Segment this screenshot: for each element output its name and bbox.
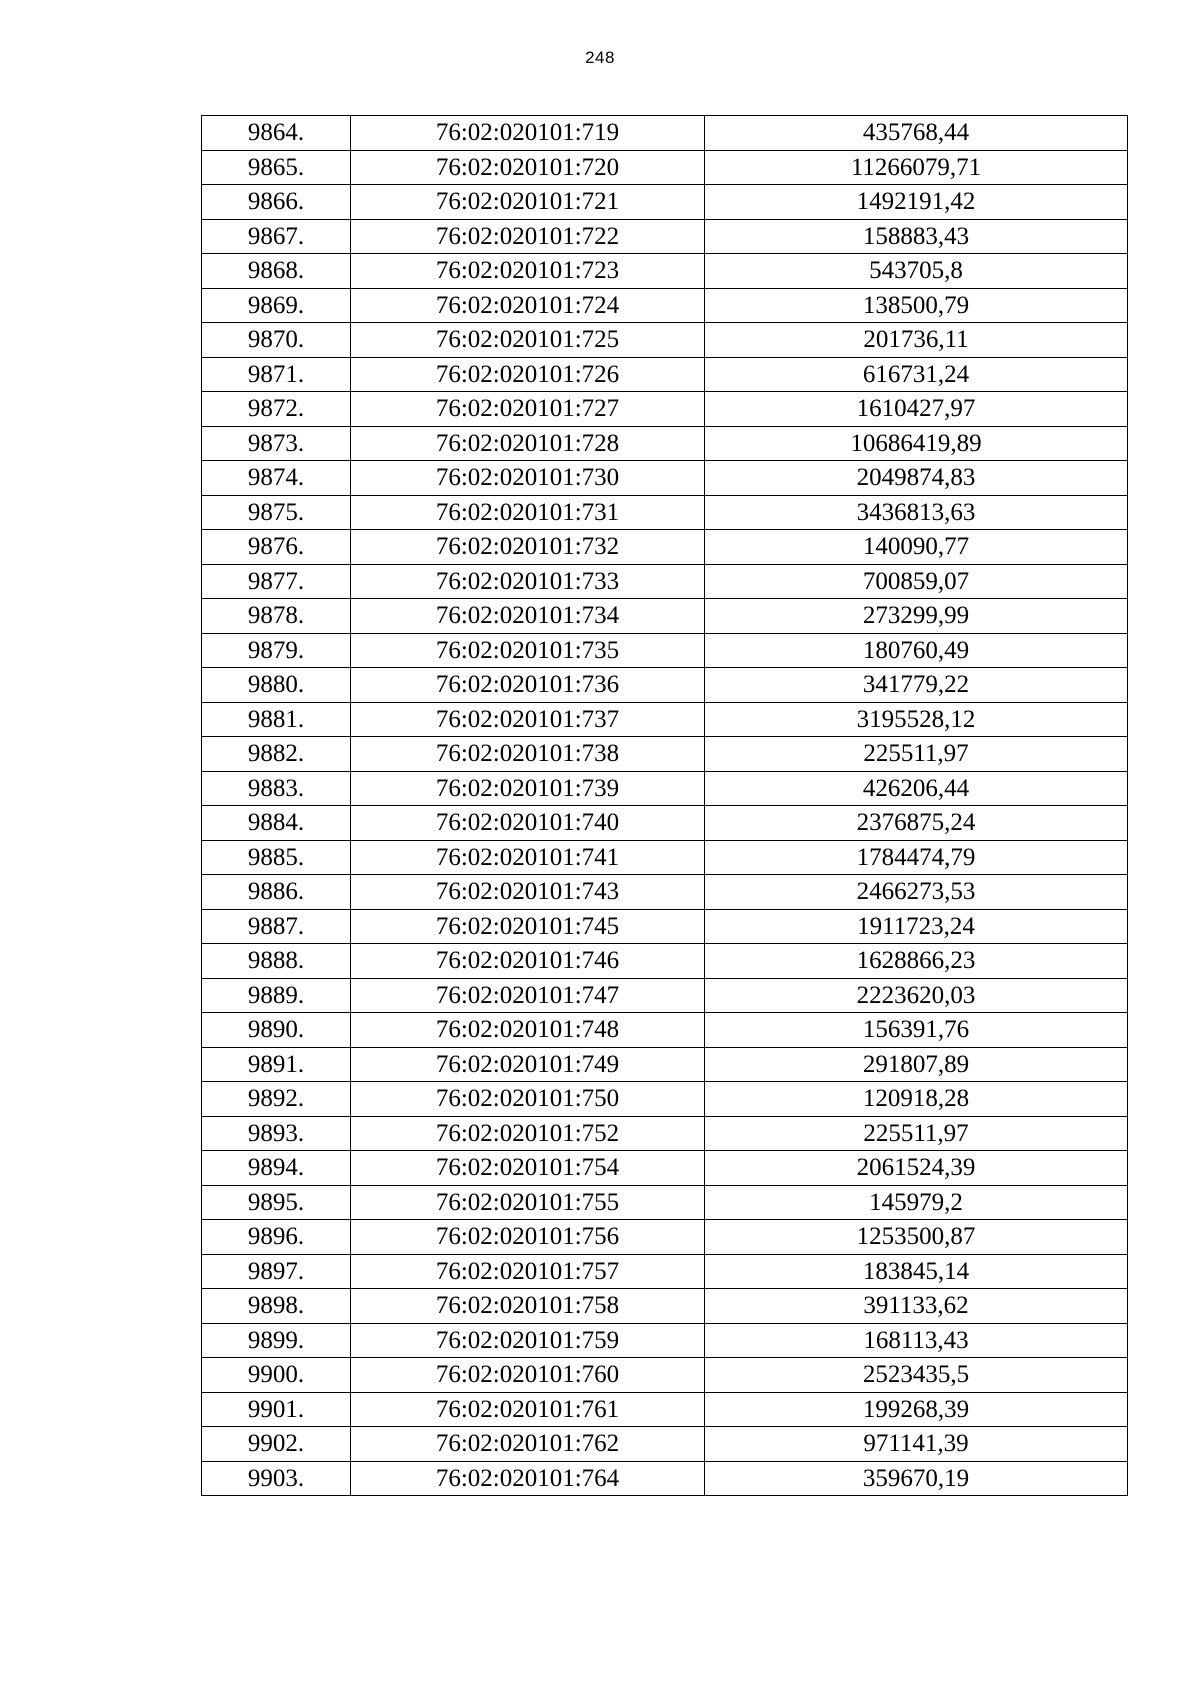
table-row bbox=[202, 392, 1128, 427]
row-number-cell: 9893. bbox=[202, 1116, 351, 1151]
row-number-cell: 9873. bbox=[202, 426, 351, 461]
table-row bbox=[202, 1461, 1128, 1496]
cadastral-number-cell: 76:02:020101:719 bbox=[351, 116, 705, 151]
table-row bbox=[202, 1289, 1128, 1324]
table-row bbox=[202, 530, 1128, 565]
row-number-cell: 9884. bbox=[202, 806, 351, 841]
row-number-cell: 9876. bbox=[202, 530, 351, 565]
cadastral-number-cell: 76:02:020101:745 bbox=[351, 909, 705, 944]
table-row bbox=[202, 978, 1128, 1013]
row-number-cell: 9867. bbox=[202, 219, 351, 254]
table-row bbox=[202, 185, 1128, 220]
cadastral-number-cell: 76:02:020101:740 bbox=[351, 806, 705, 841]
cadastral-number-cell: 76:02:020101:730 bbox=[351, 461, 705, 496]
table-row bbox=[202, 564, 1128, 599]
cadastral-number-cell: 76:02:020101:747 bbox=[351, 978, 705, 1013]
cadastral-number-cell: 76:02:020101:725 bbox=[351, 323, 705, 358]
cadastral-number-cell: 76:02:020101:735 bbox=[351, 633, 705, 668]
cadastral-number-cell: 76:02:020101:722 bbox=[351, 219, 705, 254]
table-row bbox=[202, 1047, 1128, 1082]
row-number-cell: 9869. bbox=[202, 288, 351, 323]
cadastral-value-cell: 2061524,39 bbox=[705, 1151, 1128, 1186]
row-number-cell: 9892. bbox=[202, 1082, 351, 1117]
cadastral-number-cell: 76:02:020101:756 bbox=[351, 1220, 705, 1255]
table-row bbox=[202, 909, 1128, 944]
cadastral-value-cell: 1492191,42 bbox=[705, 185, 1128, 220]
table-row bbox=[202, 288, 1128, 323]
page-number: 248 bbox=[585, 48, 615, 67]
table-row bbox=[202, 150, 1128, 185]
cadastral-number-cell: 76:02:020101:741 bbox=[351, 840, 705, 875]
table-row bbox=[202, 1220, 1128, 1255]
row-number-cell: 9871. bbox=[202, 357, 351, 392]
table-row bbox=[202, 806, 1128, 841]
row-number-cell: 9883. bbox=[202, 771, 351, 806]
cadastral-number-cell: 76:02:020101:732 bbox=[351, 530, 705, 565]
cadastral-number-cell: 76:02:020101:746 bbox=[351, 944, 705, 979]
table-body bbox=[202, 116, 1128, 1496]
table-row bbox=[202, 357, 1128, 392]
cadastral-value-cell: 2466273,53 bbox=[705, 875, 1128, 910]
cadastral-value-cell: 180760,49 bbox=[705, 633, 1128, 668]
cadastral-number-cell: 76:02:020101:750 bbox=[351, 1082, 705, 1117]
cadastral-number-cell: 76:02:020101:738 bbox=[351, 737, 705, 772]
row-number-cell: 9864. bbox=[202, 116, 351, 151]
table-row bbox=[202, 1151, 1128, 1186]
row-number-cell: 9878. bbox=[202, 599, 351, 634]
row-number-cell: 9895. bbox=[202, 1185, 351, 1220]
row-number-cell: 9870. bbox=[202, 323, 351, 358]
table-row bbox=[202, 875, 1128, 910]
cadastral-number-cell: 76:02:020101:749 bbox=[351, 1047, 705, 1082]
cadastral-number-cell: 76:02:020101:724 bbox=[351, 288, 705, 323]
row-number-cell: 9877. bbox=[202, 564, 351, 599]
cadastral-number-cell: 76:02:020101:754 bbox=[351, 1151, 705, 1186]
cadastral-value-cell: 2376875,24 bbox=[705, 806, 1128, 841]
table-row bbox=[202, 702, 1128, 737]
cadastral-value-cell: 273299,99 bbox=[705, 599, 1128, 634]
row-number-cell: 9889. bbox=[202, 978, 351, 1013]
table-row bbox=[202, 1082, 1128, 1117]
cadastral-number-cell: 76:02:020101:726 bbox=[351, 357, 705, 392]
cadastral-value-cell: 291807,89 bbox=[705, 1047, 1128, 1082]
cadastral-value-cell: 2523435,5 bbox=[705, 1358, 1128, 1393]
cadastral-value-cell: 158883,43 bbox=[705, 219, 1128, 254]
cadastral-value-cell: 199268,39 bbox=[705, 1392, 1128, 1427]
table-row bbox=[202, 1427, 1128, 1462]
row-number-cell: 9896. bbox=[202, 1220, 351, 1255]
cadastral-number-cell: 76:02:020101:728 bbox=[351, 426, 705, 461]
row-number-cell: 9868. bbox=[202, 254, 351, 289]
cadastral-number-cell: 76:02:020101:743 bbox=[351, 875, 705, 910]
cadastral-number-cell: 76:02:020101:764 bbox=[351, 1461, 705, 1496]
table-row bbox=[202, 461, 1128, 496]
table-row bbox=[202, 116, 1128, 151]
row-number-cell: 9875. bbox=[202, 495, 351, 530]
row-number-cell: 9888. bbox=[202, 944, 351, 979]
row-number-cell: 9866. bbox=[202, 185, 351, 220]
cadastral-value-cell: 1784474,79 bbox=[705, 840, 1128, 875]
cadastral-value-cell: 3195528,12 bbox=[705, 702, 1128, 737]
cadastral-number-cell: 76:02:020101:739 bbox=[351, 771, 705, 806]
cadastral-value-cell: 1628866,23 bbox=[705, 944, 1128, 979]
row-number-cell: 9903. bbox=[202, 1461, 351, 1496]
row-number-cell: 9879. bbox=[202, 633, 351, 668]
cadastral-number-cell: 76:02:020101:727 bbox=[351, 392, 705, 427]
row-number-cell: 9901. bbox=[202, 1392, 351, 1427]
row-number-cell: 9898. bbox=[202, 1289, 351, 1324]
cadastral-value-cell: 140090,77 bbox=[705, 530, 1128, 565]
cadastral-number-cell: 76:02:020101:760 bbox=[351, 1358, 705, 1393]
row-number-cell: 9894. bbox=[202, 1151, 351, 1186]
table-row bbox=[202, 426, 1128, 461]
cadastral-value-cell: 120918,28 bbox=[705, 1082, 1128, 1117]
row-number-cell: 9885. bbox=[202, 840, 351, 875]
cadastral-value-cell: 700859,07 bbox=[705, 564, 1128, 599]
cadastral-value-cell: 426206,44 bbox=[705, 771, 1128, 806]
row-number-cell: 9887. bbox=[202, 909, 351, 944]
cadastral-number-cell: 76:02:020101:759 bbox=[351, 1323, 705, 1358]
cadastral-number-cell: 76:02:020101:737 bbox=[351, 702, 705, 737]
cadastral-number-cell: 76:02:020101:733 bbox=[351, 564, 705, 599]
cadastral-value-cell: 1253500,87 bbox=[705, 1220, 1128, 1255]
row-number-cell: 9890. bbox=[202, 1013, 351, 1048]
table-row bbox=[202, 219, 1128, 254]
table-row bbox=[202, 495, 1128, 530]
table-row bbox=[202, 668, 1128, 703]
cadastral-number-cell: 76:02:020101:757 bbox=[351, 1254, 705, 1289]
cadastral-number-cell: 76:02:020101:755 bbox=[351, 1185, 705, 1220]
cadastral-value-cell: 3436813,63 bbox=[705, 495, 1128, 530]
table-row bbox=[202, 840, 1128, 875]
cadastral-value-cell: 10686419,89 bbox=[705, 426, 1128, 461]
cadastral-value-cell: 225511,97 bbox=[705, 737, 1128, 772]
cadastral-number-cell: 76:02:020101:720 bbox=[351, 150, 705, 185]
row-number-cell: 9886. bbox=[202, 875, 351, 910]
row-number-cell: 9897. bbox=[202, 1254, 351, 1289]
cadastral-value-table bbox=[201, 115, 1128, 1496]
table-row bbox=[202, 633, 1128, 668]
table-row bbox=[202, 1392, 1128, 1427]
table-row bbox=[202, 323, 1128, 358]
cadastral-value-cell: 156391,76 bbox=[705, 1013, 1128, 1048]
cadastral-value-cell: 2049874,83 bbox=[705, 461, 1128, 496]
table-row bbox=[202, 771, 1128, 806]
cadastral-number-cell: 76:02:020101:731 bbox=[351, 495, 705, 530]
cadastral-value-cell: 616731,24 bbox=[705, 357, 1128, 392]
cadastral-number-cell: 76:02:020101:761 bbox=[351, 1392, 705, 1427]
cadastral-value-cell: 11266079,71 bbox=[705, 150, 1128, 185]
cadastral-number-cell: 76:02:020101:758 bbox=[351, 1289, 705, 1324]
cadastral-value-cell: 341779,22 bbox=[705, 668, 1128, 703]
row-number-cell: 9900. bbox=[202, 1358, 351, 1393]
cadastral-value-cell: 391133,62 bbox=[705, 1289, 1128, 1324]
cadastral-value-cell: 543705,8 bbox=[705, 254, 1128, 289]
cadastral-number-cell: 76:02:020101:723 bbox=[351, 254, 705, 289]
cadastral-number-cell: 76:02:020101:734 bbox=[351, 599, 705, 634]
cadastral-value-cell: 138500,79 bbox=[705, 288, 1128, 323]
table-row bbox=[202, 1323, 1128, 1358]
cadastral-value-cell: 359670,19 bbox=[705, 1461, 1128, 1496]
cadastral-number-cell: 76:02:020101:748 bbox=[351, 1013, 705, 1048]
cadastral-value-cell: 201736,11 bbox=[705, 323, 1128, 358]
cadastral-value-cell: 145979,2 bbox=[705, 1185, 1128, 1220]
cadastral-value-cell: 1610427,97 bbox=[705, 392, 1128, 427]
row-number-cell: 9881. bbox=[202, 702, 351, 737]
cadastral-number-cell: 76:02:020101:736 bbox=[351, 668, 705, 703]
cadastral-value-cell: 225511,97 bbox=[705, 1116, 1128, 1151]
cadastral-number-cell: 76:02:020101:752 bbox=[351, 1116, 705, 1151]
cadastral-value-cell: 435768,44 bbox=[705, 116, 1128, 151]
row-number-cell: 9882. bbox=[202, 737, 351, 772]
row-number-cell: 9891. bbox=[202, 1047, 351, 1082]
table-row bbox=[202, 1013, 1128, 1048]
row-number-cell: 9902. bbox=[202, 1427, 351, 1462]
table-row bbox=[202, 254, 1128, 289]
cadastral-value-cell: 1911723,24 bbox=[705, 909, 1128, 944]
row-number-cell: 9874. bbox=[202, 461, 351, 496]
cadastral-value-cell: 183845,14 bbox=[705, 1254, 1128, 1289]
table-row bbox=[202, 1358, 1128, 1393]
cadastral-value-cell: 2223620,03 bbox=[705, 978, 1128, 1013]
table-row bbox=[202, 1116, 1128, 1151]
cadastral-number-cell: 76:02:020101:762 bbox=[351, 1427, 705, 1462]
cadastral-value-cell: 168113,43 bbox=[705, 1323, 1128, 1358]
cadastral-value-cell: 971141,39 bbox=[705, 1427, 1128, 1462]
row-number-cell: 9880. bbox=[202, 668, 351, 703]
cadastral-number-cell: 76:02:020101:721 bbox=[351, 185, 705, 220]
table-row bbox=[202, 944, 1128, 979]
table-row bbox=[202, 1185, 1128, 1220]
table-row bbox=[202, 599, 1128, 634]
row-number-cell: 9872. bbox=[202, 392, 351, 427]
table-row bbox=[202, 737, 1128, 772]
row-number-cell: 9899. bbox=[202, 1323, 351, 1358]
row-number-cell: 9865. bbox=[202, 150, 351, 185]
table-row bbox=[202, 1254, 1128, 1289]
